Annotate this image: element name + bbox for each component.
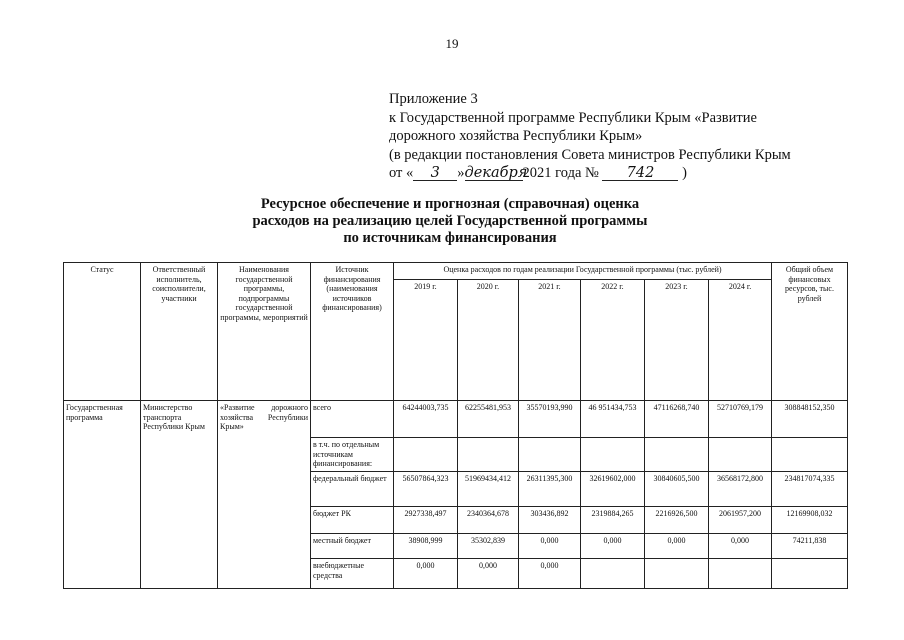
value-cell: 2216926,500 bbox=[645, 507, 709, 534]
header-year: 2020 г. bbox=[458, 280, 519, 401]
value-cell: 64244003,735 bbox=[394, 401, 458, 438]
value-cell: 303436,892 bbox=[519, 507, 581, 534]
value-cell: 62255481,953 bbox=[458, 401, 519, 438]
appendix-line-2: к Государственной программе Республики Крым «Развитие bbox=[389, 109, 757, 126]
year-text: 2021 года № bbox=[522, 165, 599, 181]
total-cell: 308848152,350 bbox=[772, 401, 848, 438]
source-cell: в т.ч. по отдельным источникам финансирования: bbox=[311, 438, 394, 472]
total-cell bbox=[772, 438, 848, 472]
source-cell: бюджет РК bbox=[311, 507, 394, 534]
header-year: 2022 г. bbox=[581, 280, 645, 401]
source-cell: всего bbox=[311, 401, 394, 438]
value-cell: 32619602,000 bbox=[581, 472, 645, 507]
appendix-header bbox=[389, 90, 829, 183]
value-cell: 0,000 bbox=[581, 534, 645, 559]
value-cell: 38908,999 bbox=[394, 534, 458, 559]
value-cell: 2927338,497 bbox=[394, 507, 458, 534]
table-row bbox=[64, 401, 848, 438]
header-year: 2024 г. bbox=[709, 280, 772, 401]
value-cell bbox=[709, 438, 772, 472]
value-cell bbox=[709, 559, 772, 589]
value-cell: 30840605,500 bbox=[645, 472, 709, 507]
page-number: 19 bbox=[445, 36, 459, 51]
title-line-2: расходов на реализацию целей Государственной программы bbox=[252, 213, 648, 229]
close-paren: ) bbox=[682, 165, 687, 181]
value-cell: 2061957,200 bbox=[709, 507, 772, 534]
value-cell: 52710769,179 bbox=[709, 401, 772, 438]
handwritten-day: 3 bbox=[413, 166, 457, 181]
value-cell bbox=[581, 438, 645, 472]
total-cell bbox=[772, 559, 848, 589]
status-cell: Государственная программа bbox=[64, 401, 141, 589]
header-year: 2023 г. bbox=[645, 280, 709, 401]
document-title bbox=[200, 196, 700, 247]
source-cell: федеральный бюджет bbox=[311, 472, 394, 507]
header-name: Наименования государственной программы, подпрограммы государственной программы, мероприятий bbox=[218, 263, 311, 401]
appendix-line-3: дорожного хозяйства Республики Крым» bbox=[389, 128, 643, 144]
value-cell: 51969434,412 bbox=[458, 472, 519, 507]
value-cell bbox=[394, 438, 458, 472]
title-line-3: по источникам финансирования bbox=[343, 230, 557, 246]
value-cell: 26311395,300 bbox=[519, 472, 581, 507]
day-close: » bbox=[457, 165, 465, 181]
value-cell: 2340364,678 bbox=[458, 507, 519, 534]
appendix-date-line bbox=[389, 164, 829, 183]
value-cell: 46 951434,753 bbox=[581, 401, 645, 438]
value-cell: 0,000 bbox=[519, 534, 581, 559]
header-total: Общий объем финансовых ресурсов, тыс. рублей bbox=[772, 263, 848, 401]
value-cell bbox=[645, 559, 709, 589]
header-source: Источник финансирования (наименования источников финансирования) bbox=[311, 263, 394, 401]
value-cell: 0,000 bbox=[394, 559, 458, 589]
value-cell bbox=[519, 438, 581, 472]
value-cell: 35302,839 bbox=[458, 534, 519, 559]
header-estimate: Оценка расходов по годам реализации Государственной программы (тыс. рублей) bbox=[394, 263, 772, 280]
total-cell: 234817074,335 bbox=[772, 472, 848, 507]
source-cell: внебюджетные средства bbox=[311, 559, 394, 589]
source-cell: местный бюджет bbox=[311, 534, 394, 559]
value-cell bbox=[581, 559, 645, 589]
value-cell: 35570193,990 bbox=[519, 401, 581, 438]
value-cell: 47116268,740 bbox=[645, 401, 709, 438]
total-cell: 74211,838 bbox=[772, 534, 848, 559]
value-cell: 36568172,800 bbox=[709, 472, 772, 507]
value-cell: 0,000 bbox=[458, 559, 519, 589]
program-name-cell: «Развитие дорожного хозяйства Республики Крым» bbox=[218, 401, 311, 589]
handwritten-month: декабря bbox=[464, 165, 528, 181]
value-cell: 2319884,265 bbox=[581, 507, 645, 534]
header-year: 2019 г. bbox=[394, 280, 458, 401]
appendix-line-4: (в редакции постановления Совета министров Республики Крым bbox=[389, 146, 791, 163]
responsible-cell: Министерство транспорта Республики Крым bbox=[141, 401, 218, 589]
value-cell: 0,000 bbox=[709, 534, 772, 559]
value-cell: 0,000 bbox=[645, 534, 709, 559]
value-cell: 0,000 bbox=[519, 559, 581, 589]
title-line-1: Ресурсное обеспечение и прогнозная (справочная) оценка bbox=[260, 196, 640, 212]
value-cell bbox=[645, 438, 709, 472]
date-prefix: от « bbox=[389, 165, 414, 181]
header-status: Статус bbox=[64, 263, 141, 401]
value-cell bbox=[458, 438, 519, 472]
total-cell: 12169908,032 bbox=[772, 507, 848, 534]
resource-table bbox=[63, 262, 848, 589]
value-cell: 56507864,323 bbox=[394, 472, 458, 507]
header-responsible: Ответственный исполнитель, соисполнители, участники bbox=[141, 263, 218, 401]
appendix-title: Приложение 3 bbox=[389, 91, 478, 107]
handwritten-number: 742 bbox=[602, 166, 678, 181]
header-year: 2021 г. bbox=[519, 280, 581, 401]
